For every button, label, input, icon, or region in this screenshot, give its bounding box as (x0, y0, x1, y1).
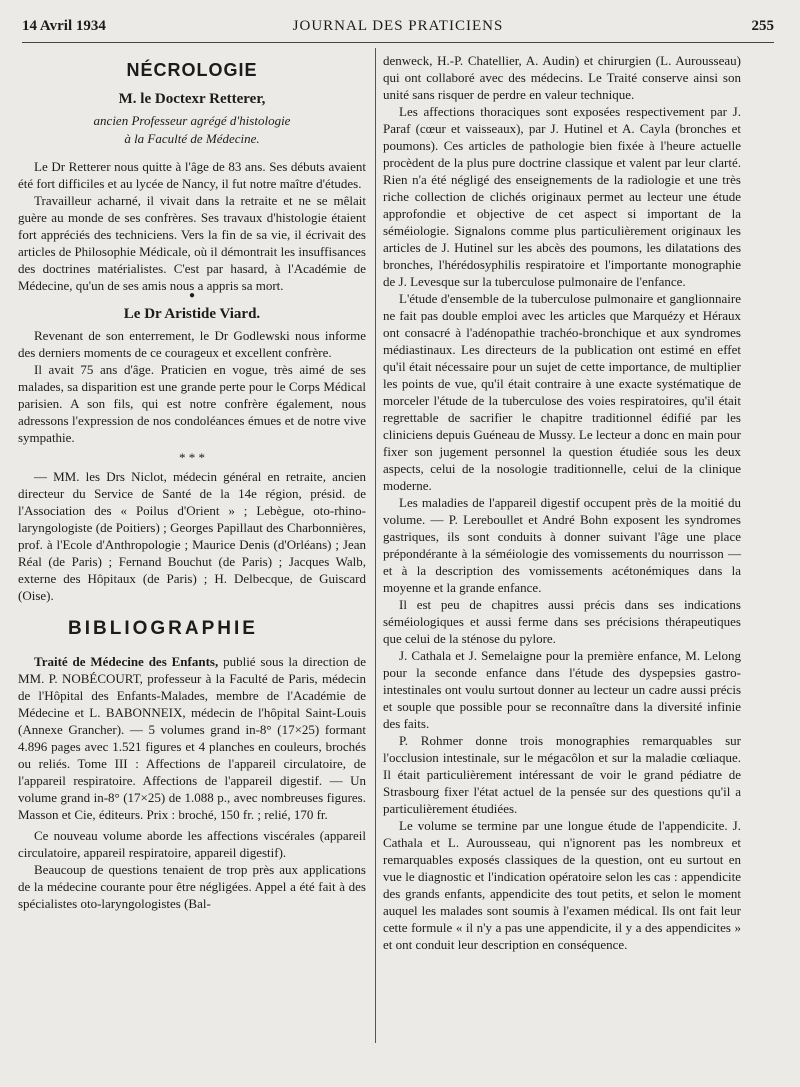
review-paragraph: Il est peu de chapitres aussi précis dans ses indications séméiologiques et aussi ferme dans ses précisions thérapeutiques que celui de la sténose du pylore. (383, 597, 741, 646)
obituary-role-line-1: ancien Professeur agrégé d'histologie (93, 113, 291, 128)
book-entry (18, 653, 366, 823)
obituary-name-viard: Le Dr Aristide Viard. (123, 306, 261, 322)
book-title: Traité de Médecine des Enfants, (34, 654, 219, 669)
asterism-separator: * * * (179, 450, 205, 465)
obituary-role-line-2: à la Faculté de Médecine. (124, 131, 260, 146)
review-paragraph: P. Rohmer donne trois monographies remarquables sur l'occlusion intestinale, sur le mégacôlon et sur la maladie cœliaque. Il était particulièrement intéressant de voir le grand pédiatre de Strasbourg fixer l'état actuel de la pensée sur des questions qu'il a particulièrement étudiées. (383, 733, 741, 816)
review-paragraph: L'étude d'ensemble de la tuberculose pulmonaire et ganglionnaire ne fait pas double emploi avec les articles que Marquézy et Héraux ont consacré à l'adénopathie trachéo-bronchique et aux syndromes médiastinaux. Les directeurs de la publication ont estimé en effet qu'il était nécessaire pour un sujet de cette importance, de multiplier les points de vue, qu'il était contraire à une exacte systématique de morceler l'étude de la tuberculose des voies respiratoires, qu'il était regrettable de sacrifier le chapitre traditionnel édifié par les cliniciens depuis Guéneau de Mussy. Le lecteur a donc en main pour fixer son jugement personnel la question étudiée sous les deux aspects, celui de la nosologie traditionnelle, celui de la clinique moderne. (383, 291, 741, 493)
book-description: publié sous la direction de MM. P. NOBÉCOURT, professeur à la Faculté de Paris, médecin de l'Hôpital des Enfants-Malades, membre de l'Académie de Médecine et L. BABONNEIX, médecin de l'hôpital Saint-Louis (Annexe Grancher). — 5 volumes grand in-8° (17×25) formant 4.896 pages avec 1.521 figures et 4 planches en couleurs, brochés ou reliés. Tome III : Affections de l'appareil circulatoire, de l'appareil respiratoire. Affections de l'appareil digestif. — Un volume grand in-8° (17×25) de 1.088 p., avec nombreuses figures. Masson et Cie, éditeurs. Prix : broché, 150 fr. ; relié, 170 fr. (18, 654, 366, 822)
deaths-list-paragraph: — MM. les Drs Niclot, médecin général en retraite, ancien directeur du Service de Santé de la 14e région, présid. de l'Association des « Poilus d'Orient » ; Lebègue, oto-rhino-laryngologiste (de Poitiers) ; Georges Papillaut des Charbonnières, prof. à l'Ecole d'Anthropologie ; Maurice Denis (d'Orléans) ; Jean Réal (de Paris) ; Fernand Bouchut (de Paris) ; Jacques Walb, externe des Hôpitaux (de Paris) ; H. Delbecque, de Guiscard (Oise). (18, 469, 366, 603)
review-paragraph: Les maladies de l'appareil digestif occupent près de la moitié du volume. — P. Lereboullet et André Bohn exposent les syndromes gastriques, ils sont conduits à donner suivant l'âge une place prépondérante à la séméiologie des vomissements du nourrisson — et à la description des vomissements acétonémiques dans la moyenne et la grande enfance. (383, 495, 741, 595)
header-page-number: 255 (751, 18, 774, 34)
header-journal-title: JOURNAL DES PRATICIENS (292, 18, 504, 34)
column-divider (375, 48, 376, 1043)
review-paragraph: denweck, H.-P. Chatellier, A. Audin) et chirurgien (L. Aurousseau) qui ont collaboré avec des médecins. Le Traité conserve ainsi son unité sans risquer de perdre en valeur technique. (383, 53, 741, 102)
obituary-name-retterer: M. le Doctexr Retterer, (118, 91, 266, 107)
obituary-paragraph: Le Dr Retterer nous quitte à l'âge de 83 ans. Ses débuts avaient été fort difficiles et au lycée de Nancy, il fut notre maître d'études. (18, 159, 366, 191)
page-header (22, 16, 774, 43)
review-paragraph: Les affections thoraciques sont exposées respectivement par J. Paraf (cœur et vaisseaux), par J. Hutinel et A. Cayla (bronches et poumons). Ces articles de pathologie bien fixée à l'heure actuelle procèdent de la plus pure doctrine classique et valent par leur clarté. Rien n'a été négligé des enseignements de la radiologie et une très riche collection de clichés originaux permet au lecteur une étude approfondie et objective de cet aspect si important de la séméiologie. Signalons comme plus particulièrement originaux les articles de J. Hutinel sur les abcès des poumons, les dilatations des bronches, l'hérédosyphilis respiratoire et l'importante monographie de J. Levesque sur la tuberculose pulmonaire de l'enfance. (383, 104, 741, 289)
obituary-role (18, 112, 366, 148)
right-column (383, 52, 741, 953)
header-date: 14 Avril 1934 (22, 18, 106, 34)
obituary-paragraph: Il avait 75 ans d'âge. Praticien en vogue, très aimé de ses malades, sa disparition est une grande perte pour le Corps Médical parisien. A son fils, qui est notre confrère également, nous adressons l'expression de nos condoléances émues et de notre vive sympathie. (18, 362, 366, 445)
ornament-dot: ● (188, 290, 196, 301)
obituary-paragraph: Revenant de son enterrement, le Dr Godlewski nous informe des derniers moments de ce courageux et excellent confrère. (18, 328, 366, 360)
obituary-paragraph: Travailleur acharné, il vivait dans la retraite et ne se mêlait guère au monde de ses confrères. Ses travaux d'histologie étaient fort appréciés des techniciens. Vers la fin de sa vie, il écrivait des articles de Philosophie Médicale, où il démontrait les insuffisances des doctrines matérialistes. C'est par hasard, à l'Académie de Médecine, qu'un de ses amis nous a appris sa mort. (18, 193, 366, 293)
review-paragraph: J. Cathala et J. Semelaigne pour la première enfance, M. Lelong pour la seconde enfance dans l'étude des dyspepsies gastro-intestinales ont voulu surtout donner au lecteur un cadre aussi précis et souple que possible pour se reconnaître dans la diversité infinie des faits. (383, 648, 741, 731)
review-paragraph: Beaucoup de questions tenaient de trop près aux applications de la médecine courante pour être négligées. Appel a été fait à des spécialistes oto-laryngologistes (Bal- (18, 862, 366, 911)
bibliography-title: BIBLIOGRAPHIE (68, 618, 258, 639)
left-column (18, 52, 366, 912)
review-paragraph: Le volume se termine par une longue étude de l'appendicite. J. Cathala et L. Aurousseau, qui n'ignorent pas les nombreux et remarquables exposés classiques de la question, ont eu surtout en vue le diagnostic et l'indication opératoire selon les cas : appendicite des grands enfants, appendicite des tout petits, et selon le moment auquel les malades sont soumis à l'examen médical. Ils ont fait leur cette formule « il n'y a pas une appendicite, il y a des appendicites » et ont conduit leur description en conséquence. (383, 818, 741, 952)
review-paragraph: Ce nouveau volume aborde les affections viscérales (appareil circulatoire, appareil respiratoire, appareil digestif). (18, 828, 366, 860)
necrology-title: NÉCROLOGIE (126, 60, 258, 80)
